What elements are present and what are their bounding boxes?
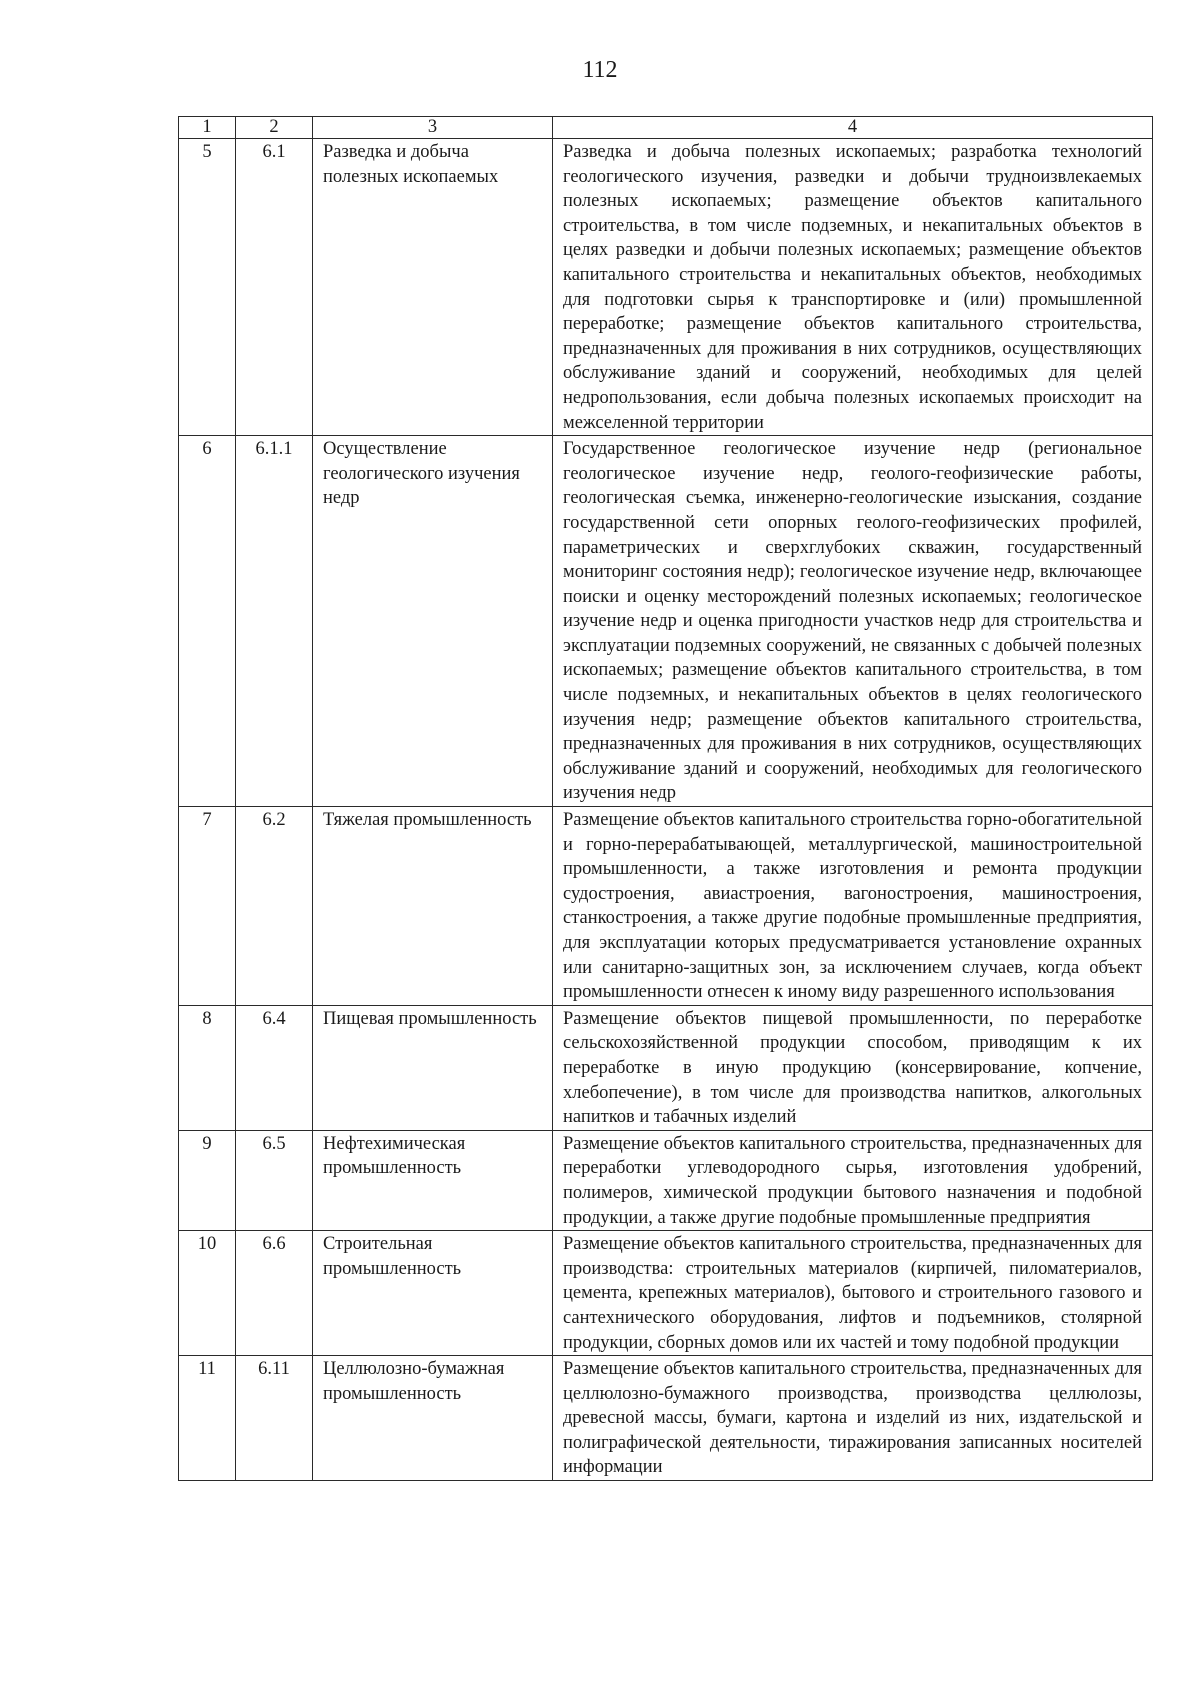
- table-row: [179, 436, 1153, 807]
- table-row: [179, 807, 1153, 1006]
- row-description: Размещение объектов капитального строительства, предназначенных для целлюлозно-бумажного производства, производства целлюлозы, древесной массы, бумаги, картона и изделий из них, издательской и полиграфической деятельности, тиражирования записанных носителей информации: [553, 1356, 1153, 1481]
- row-description: Размещение объектов капитального строительства, предназначенных для переработки углеводородного сырья, изготовления удобрений, полимеров, химической продукции бытового назначения и подобной продукции, а также другие подобные промышленные предприятия: [553, 1130, 1153, 1230]
- row-name: Разведка и добыча полезных ископаемых: [313, 139, 553, 436]
- row-number: 11: [179, 1356, 236, 1481]
- header-cell-4: 4: [553, 117, 1153, 139]
- row-number: 10: [179, 1231, 236, 1356]
- row-code: 6.5: [236, 1130, 313, 1230]
- table-row: [179, 1231, 1153, 1356]
- row-name: Осуществление геологического изучения недр: [313, 436, 553, 807]
- row-code: 6.1: [236, 139, 313, 436]
- header-cell-1: 1: [179, 117, 236, 139]
- row-code: 6.2: [236, 807, 313, 1006]
- row-number: 6: [179, 436, 236, 807]
- table-row: [179, 1005, 1153, 1130]
- table-row: [179, 1356, 1153, 1481]
- row-number: 7: [179, 807, 236, 1006]
- row-name: Нефтехимическая промышленность: [313, 1130, 553, 1230]
- table-header-row: [179, 117, 1153, 139]
- row-code: 6.6: [236, 1231, 313, 1356]
- header-cell-3: 3: [313, 117, 553, 139]
- row-code: 6.11: [236, 1356, 313, 1481]
- row-name: Тяжелая промышленность: [313, 807, 553, 1006]
- row-number: 5: [179, 139, 236, 436]
- land-use-table: [178, 116, 1153, 1481]
- row-code: 6.4: [236, 1005, 313, 1130]
- row-description: Размещение объектов капитального строительства, предназначенных для производства: строительных материалов (кирпичей, пиломатериалов, цемента, крепежных материалов), бытового и строительного газового и сантехнического оборудования, лифтов и подъемников, столярной продукции, сборных домов или их частей и тому подобной продукции: [553, 1231, 1153, 1356]
- row-description: Размещение объектов пищевой промышленности, по переработке сельскохозяйственной продукции способом, приводящим к их переработке в иную продукцию (консервирование, копчение, хлебопечение), в том числе для производства напитков, алкогольных напитков и табачных изделий: [553, 1005, 1153, 1130]
- table-row: [179, 139, 1153, 436]
- row-description: Размещение объектов капитального строительства горно-обогатительной и горно-перерабатывающей, металлургической, машиностроительной промышленности, а также изготовления и ремонта продукции судостроения, авиастроения, вагоностроения, машиностроения, станкостроения, а также другие подобные промышленные предприятия, для эксплуатации которых предусматривается установление охранных или санитарно-защитных зон, за исключением случаев, когда объект промышленности отнесен к иному виду разрешенного использования: [553, 807, 1153, 1006]
- table-row: [179, 1130, 1153, 1230]
- row-name: Строительная промышленность: [313, 1231, 553, 1356]
- row-number: 8: [179, 1005, 236, 1130]
- page-number: 112: [582, 57, 618, 83]
- row-code: 6.1.1: [236, 436, 313, 807]
- row-name: Пищевая промышленность: [313, 1005, 553, 1130]
- row-name: Целлюлозно-бумажная промышленность: [313, 1356, 553, 1481]
- row-description: Разведка и добыча полезных ископаемых; разработка технологий геологического изучения, разведки и добычи трудноизвлекаемых полезных ископаемых; размещение объектов капитального строительства, в том числе подземных, и некапитальных объектов в целях разведки и добычи полезных ископаемых; размещение объектов капитального строительства и некапитальных объектов, необходимых для подготовки сырья к транспортировке и (или) промышленной переработке; размещение объектов капитального строительства, предназначенных для проживания в них сотрудников, осуществляющих обслуживание зданий и сооружений, необходимых для целей недропользования, если добыча полезных ископаемых происходит на межселенной территории: [553, 139, 1153, 436]
- header-cell-2: 2: [236, 117, 313, 139]
- row-description: Государственное геологическое изучение недр (региональное геологическое изучение недр, геолого-геофизические работы, геологическая съемка, инженерно-геологические изыскания, создание государственной сети опорных геолого-геофизических профилей, параметрических и сверхглубоких скважин, государственный мониторинг состояния недр); геологическое изучение недр, включающее поиски и оценку месторождений полезных ископаемых; геологическое изучение недр и оценка пригодности участков недр для строительства и эксплуатации подземных сооружений, не связанных с добычей полезных ископаемых; размещение объектов капитального строительства, в том числе подземных, и некапитальных объектов в целях геологического изучения недр; размещение объектов капитального строительства, предназначенных для проживания в них сотрудников, осуществляющих обслуживание зданий и сооружений, необходимых для геологического изучения недр: [553, 436, 1153, 807]
- row-number: 9: [179, 1130, 236, 1230]
